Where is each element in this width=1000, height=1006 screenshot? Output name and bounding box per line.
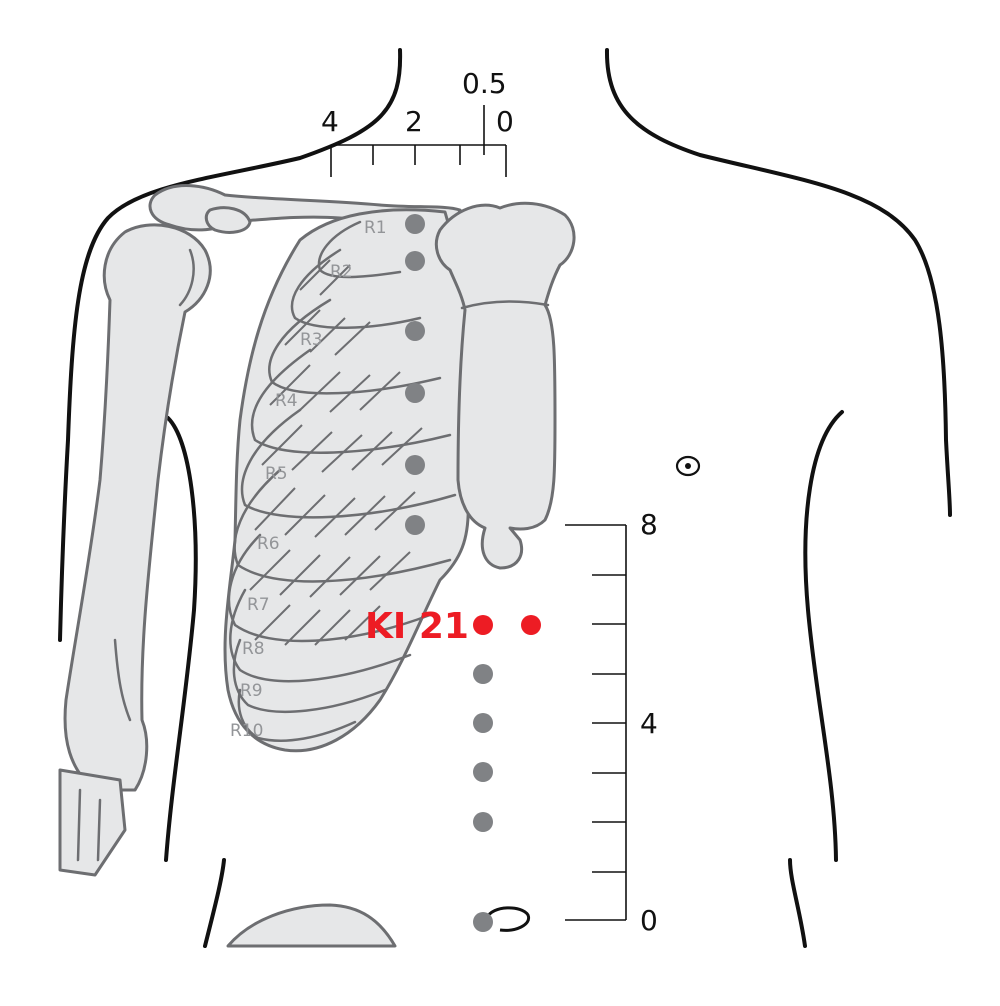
reference-point	[405, 214, 425, 234]
rib-label-r8: R8	[242, 639, 265, 659]
top-scale	[321, 67, 514, 177]
side-scale-label-8: 8	[640, 508, 658, 541]
reference-point	[473, 713, 493, 733]
rib-label-r5: R5	[265, 464, 288, 484]
pelvis-bone	[228, 905, 395, 946]
top-scale-label-4: 4	[321, 105, 339, 138]
rib-label-r1: R1	[364, 218, 387, 238]
rib-label-r9: R9	[240, 681, 263, 701]
side-scale-label-0: 0	[640, 904, 658, 937]
humerus-bone	[60, 225, 210, 875]
reference-point	[473, 762, 493, 782]
rib-label-r2: R2	[330, 262, 353, 282]
rib-label-r4: R4	[275, 391, 298, 411]
top-scale-label-half: 0.5	[462, 67, 507, 100]
reference-point	[405, 383, 425, 403]
reference-point	[405, 321, 425, 341]
highlight-point-group	[365, 606, 541, 647]
rib-cage	[225, 210, 470, 751]
reference-point	[473, 812, 493, 832]
ki21-point-right	[473, 615, 493, 635]
top-scale-label-0: 0	[496, 105, 514, 138]
rib-label-r6: R6	[257, 534, 280, 554]
side-scale	[565, 508, 658, 937]
ki21-label: KI 21	[365, 606, 469, 647]
reference-point	[405, 251, 425, 271]
ki21-point-left	[521, 615, 541, 635]
left-nipple	[677, 457, 699, 475]
reference-point	[473, 912, 493, 932]
top-scale-label-2: 2	[405, 105, 423, 138]
rib-label-r10: R10	[230, 721, 264, 741]
side-scale-label-4: 4	[640, 707, 658, 740]
navel	[487, 908, 529, 931]
reference-point	[473, 664, 493, 684]
reference-point	[405, 455, 425, 475]
rib-label-r7: R7	[247, 595, 270, 615]
rib-label-r3: R3	[300, 330, 323, 350]
reference-point	[405, 515, 425, 535]
